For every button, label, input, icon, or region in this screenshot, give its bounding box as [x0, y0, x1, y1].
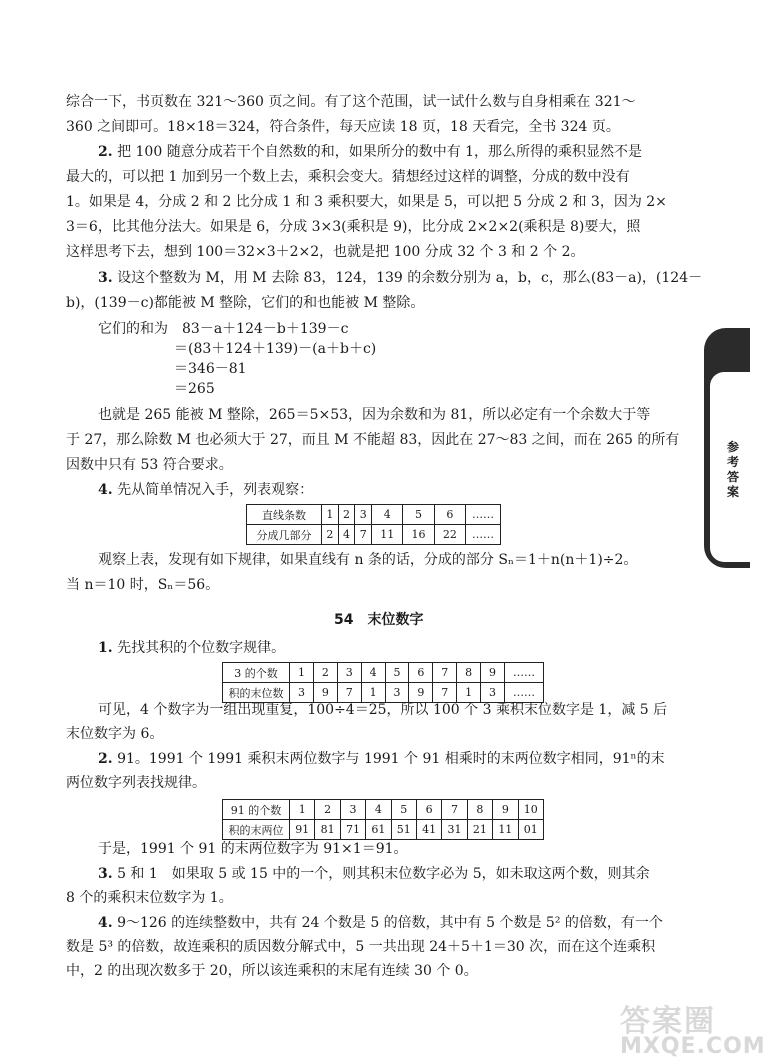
s3-line2: 8 个的乘积末位数字为 1。 [66, 890, 233, 906]
section-title: 末位数字 [367, 612, 424, 628]
table-cell: 91 的个数 [223, 800, 290, 820]
table-row [247, 525, 501, 545]
table-cell: 4 [372, 505, 403, 525]
q2-text: 把 100 随意分成若干个自然数的和，如果所分的数中有 1，那么所得的乘积显然不是 [112, 144, 643, 160]
q3-line2: b)，(139－c)都能被 M 整除，它们的和也能被 M 整除。 [66, 295, 425, 311]
s2-number: 2. [98, 751, 113, 767]
watermark [620, 996, 766, 1059]
section-number: 54 [334, 612, 354, 628]
table-cell: 8 [467, 800, 492, 820]
s2-after: 于是，1991 个 91 的末两位数字为 91×1＝91。 [98, 841, 408, 857]
table-cell: 31 [442, 820, 467, 840]
table-cell: 3 [355, 505, 372, 525]
q3-calc1: 它们的和为 83－a＋124－b＋139－c [98, 321, 349, 337]
table-cell: 01 [518, 820, 543, 840]
table-cell: 9 [409, 683, 433, 703]
watermark-url: MXQE.COM [620, 1034, 766, 1059]
table-cell: 3 [290, 683, 314, 703]
q4-number: 4. [98, 482, 113, 498]
table-row [223, 800, 544, 820]
units-digit-table [222, 662, 544, 703]
s3-text: 5 和 1 如果取 5 或 15 中的一个，则其积末位数字必为 5，如未取这两个数，则其余 [112, 866, 650, 882]
table-cell: …… [505, 663, 544, 683]
table-cell: 7 [355, 525, 372, 545]
table-cell: 3 的个数 [223, 663, 290, 683]
table-cell: 1 [322, 505, 339, 525]
section-heading [334, 609, 423, 629]
s1-number: 1. [98, 640, 113, 656]
s3-line1 [98, 864, 650, 884]
s2-text: 91。1991 个 1991 乘积末两位数字与 1991 个 91 相乘时的末两位数字相同，91ⁿ的末 [112, 751, 665, 767]
table-cell: 1 [290, 663, 314, 683]
table-cell: 9 [493, 800, 518, 820]
s1-line1 [98, 638, 285, 658]
s2-line1 [98, 749, 665, 769]
table-cell: 3 [481, 683, 505, 703]
table-cell: 9 [481, 663, 505, 683]
q4-after2: 当 n＝10 时，Sₙ＝56。 [66, 577, 220, 593]
table-cell: 1 [457, 683, 481, 703]
table-row [223, 820, 544, 840]
q4-after1: 观察上表，发现有如下规律，如果直线有 n 条的话，分成的部分 Sₙ＝1＋n(n＋1)÷2。 [98, 552, 638, 568]
table-row [223, 663, 544, 683]
q3-after3: 因数中只有 53 符合要求。 [66, 457, 233, 473]
watermark-logo: 答案圈 [620, 1004, 716, 1039]
para1-line1: 综合一下，书页数在 321～360 页之间。有了这个范围，试一试什么数与自身相乘在 321～ [66, 94, 636, 110]
q3-line1 [98, 268, 702, 288]
table-cell: 61 [366, 820, 391, 840]
side-tab-label: 参考答案 [726, 440, 739, 499]
table-cell: 10 [518, 800, 543, 820]
table-cell: 1 [361, 683, 385, 703]
q3-text: 设这个整数为 M，用 M 去除 83，124，139 的余数分别为 a，b，c，那么(83－a)，(124－ [112, 270, 703, 286]
table-cell: 71 [340, 820, 365, 840]
table-cell: 1 [290, 800, 315, 820]
s2-line2: 两位数字列表找规律。 [66, 775, 206, 791]
table-cell: 6 [434, 505, 465, 525]
q3-calc2: ＝(83＋124＋139)－(a＋b＋c) [174, 341, 377, 357]
q4-text: 先从简单情况入手，列表观察： [112, 482, 314, 498]
table-cell: 11 [372, 525, 403, 545]
table-cell: 6 [409, 663, 433, 683]
table-cell: 4 [366, 800, 391, 820]
table-cell: 5 [403, 505, 434, 525]
last-two-digits-table [222, 799, 544, 840]
table-cell: …… [466, 525, 501, 545]
table-cell: 5 [391, 800, 416, 820]
q3-after2: 于 27，那么除数 M 也必须大于 27，而且 M 不能超 83，因此在 27～83 之间，而在 265 的所有 [66, 432, 680, 448]
table-cell: 积的末位数 [223, 683, 290, 703]
table-cell: 22 [434, 525, 465, 545]
s4-text: 9～126 的连续整数中，共有 24 个数是 5 的倍数，其中有 5 个数是 5² 的倍数，有一个 [112, 915, 663, 931]
table-cell: 81 [315, 820, 340, 840]
table-cell: 分成几部分 [247, 525, 322, 545]
q2-line4: 3＝6，比其他分法大。如果是 6，分成 3×3(乘积是 9)，比分成 2×2×2(乘积是 8)要大，照 [66, 219, 641, 235]
table-cell: 91 [290, 820, 315, 840]
table-cell: 21 [467, 820, 492, 840]
table-cell: 7 [433, 683, 457, 703]
lines-table [246, 504, 501, 545]
s1-after2: 末位数字为 6。 [66, 726, 164, 742]
q2-line2: 最大的，可以把 1 加到另一个数上去，乘积会变大。猜想经过这样的调整，分成的数中没有 [66, 169, 630, 185]
table-cell: 16 [403, 525, 434, 545]
table-cell: 2 [338, 505, 355, 525]
table-row [247, 505, 501, 525]
table-cell: 8 [457, 663, 481, 683]
table-cell: 3 [340, 800, 365, 820]
table-cell: 2 [313, 663, 337, 683]
q3-number: 3. [98, 270, 113, 286]
s4-number: 4. [98, 915, 113, 931]
q2-number: 2. [98, 144, 113, 160]
q2-line3: 1。如果是 4，分成 2 和 2 比分成 1 和 3 乘积要大，如果是 5，可以把 5 分成 2 和 3，因为 2× [66, 194, 667, 210]
q2-line1 [98, 142, 642, 162]
table-cell: 9 [313, 683, 337, 703]
q3-calc3: ＝346－81 [174, 361, 247, 377]
table-cell: 积的末两位 [223, 820, 290, 840]
table-cell: 7 [433, 663, 457, 683]
table-cell: 4 [361, 663, 385, 683]
table-cell: 直线条数 [247, 505, 322, 525]
q3-calc4: ＝265 [174, 381, 215, 397]
table-cell: 11 [493, 820, 518, 840]
table-cell: …… [505, 683, 544, 703]
table-cell: 7 [442, 800, 467, 820]
table-cell: 51 [391, 820, 416, 840]
table-cell: 2 [315, 800, 340, 820]
s4-line3: 中，2 的出现次数多于 20，所以该连乘积的末尾有连续 30 个 0。 [66, 963, 478, 979]
table-cell: 2 [322, 525, 339, 545]
table-cell: …… [466, 505, 501, 525]
table-cell: 4 [338, 525, 355, 545]
s4-line1 [98, 913, 663, 933]
s4-line2: 数是 5³ 的倍数，故连乘积的质因数分解式中，5 一共出现 24＋5＋1＝30 次，而在这个连乘积 [66, 939, 656, 955]
s1-after1: 可见，4 个数字为一组出现重复，100÷4＝25，所以 100 个 3 乘积末位数字是 1，减 5 后 [98, 702, 668, 718]
table-cell: 7 [337, 683, 361, 703]
table-cell: 5 [385, 663, 409, 683]
table-cell: 6 [416, 800, 441, 820]
s3-number: 3. [98, 866, 113, 882]
q2-line5: 这样思考下去，想到 100＝32×3＋2×2，也就是把 100 分成 32 个 3 和 2 个 2。 [66, 244, 585, 260]
q4-line1 [98, 480, 313, 500]
table-cell: 41 [416, 820, 441, 840]
table-cell: 3 [385, 683, 409, 703]
q3-after1: 也就是 265 能被 M 整除，265＝5×53，因为余数和为 81，所以必定有一个余数大于等 [98, 407, 651, 423]
s1-text: 先找其积的个位数字规律。 [112, 640, 286, 656]
para1-line2: 360 之间即可。18×18＝324，符合条件，每天应读 18 页，18 天看完，全书 324 页。 [66, 119, 620, 135]
table-cell: 3 [337, 663, 361, 683]
